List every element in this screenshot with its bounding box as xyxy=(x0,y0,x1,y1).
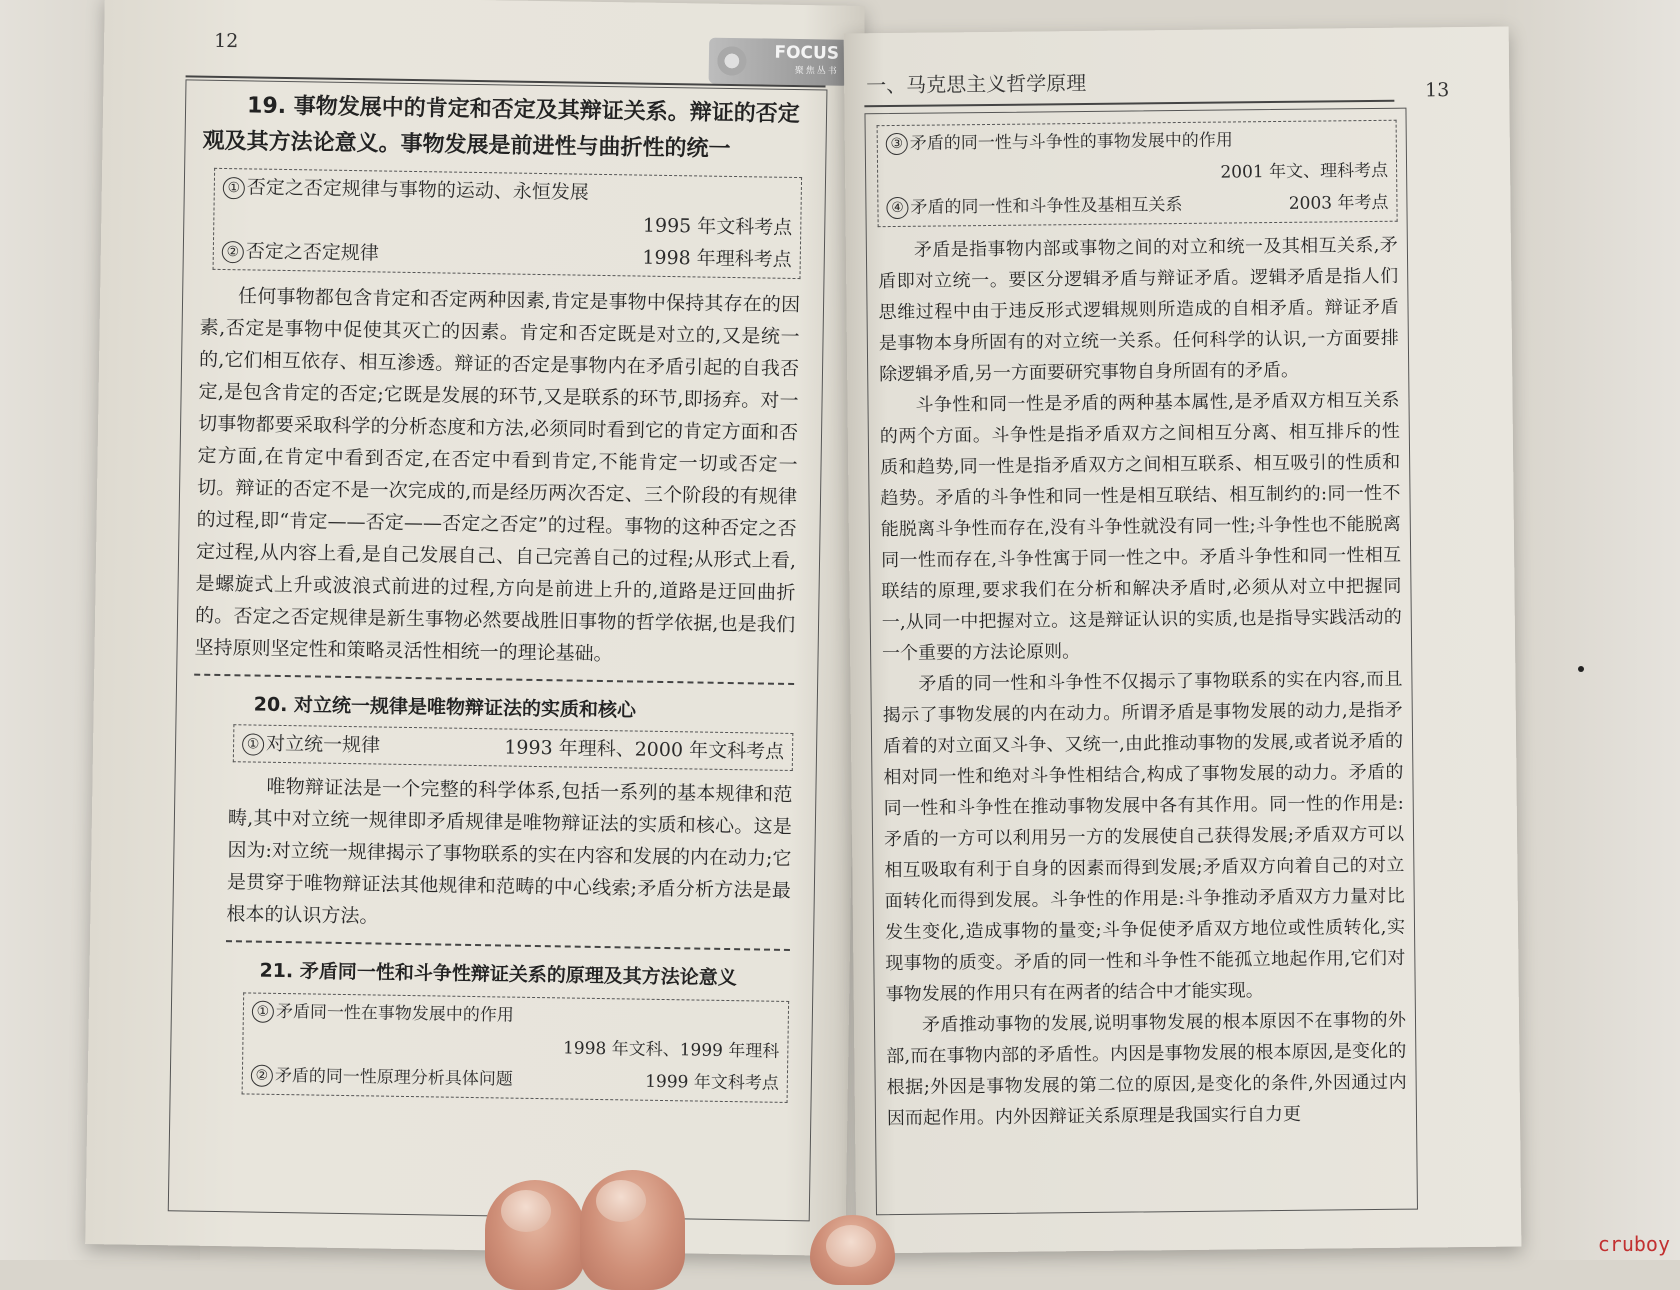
watermark: cruboy xyxy=(1597,1232,1670,1256)
right-paragraph-4: 矛盾推动事物的发展,说明事物发展的根本原因不在事物的外部,而在事物内部的矛盾性。内因是事物发展的根本原因,是变化的根据;外因是事物发展的第二位的原因,是变化的条件,外因通过内因而起作用。内外因辩证关系原理是我国实行自力更 xyxy=(886,1009,1407,1130)
finger xyxy=(580,1170,685,1290)
circle-number: ① xyxy=(242,733,264,755)
circle-number: ④ xyxy=(886,197,908,219)
section-20-title: 20. 对立统一规律是唯物辩证法的实质和核心 xyxy=(253,693,637,722)
exam-point xyxy=(886,187,1388,224)
exam-point-text: 矛盾同一性在事物发展中的作用 xyxy=(275,1001,515,1026)
finger xyxy=(485,1180,585,1290)
logo-text: FOCUS xyxy=(774,42,840,64)
table-surface-right xyxy=(1500,0,1680,1260)
circle-number: ② xyxy=(251,1065,273,1087)
dashed-divider xyxy=(226,940,790,951)
running-head: 一、马克思主义哲学原理 xyxy=(866,70,1087,98)
exam-point-text: 对立统一规律 xyxy=(265,732,381,757)
right-paragraph-3: 矛盾的同一性和斗争性不仅揭示了事物联系的实在内容,而且揭示了事物发展的内在动力。所谓矛盾是事物发展的动力,是指矛盾着的对立面又斗争、又统一,由此推动事物的发展,或者说矛盾的相对同一性和绝对斗争性相结合,构成了事物发展的动力。矛盾的同一性和斗争性在推动事物发展中各有其作用。同一性的作用是:矛盾的一方可以利用另一方的发展使自己获得发展;矛盾双方可以相互吸取有利于自身的因素而得到发展;矛盾双方向着自己的对立面转化而得到发展。斗争性的作用是:斗争推动矛盾双方力量对比发生变化,造成事物的量变;斗争促使矛盾双方地位或性质转化,实现事物的质变。矛盾的同一性和斗争性不能孤立地起作用,它们对事物发展的作用只有在两者的结合中才能实现。 xyxy=(882,668,1406,1006)
exam-point-note: 2001 年文、理科考点 xyxy=(1220,160,1389,183)
right-page xyxy=(844,27,1522,1254)
exam-point-note: 1999 年文科考点 xyxy=(645,1071,779,1094)
section-21-exam-box xyxy=(242,992,790,1103)
left-content xyxy=(188,88,804,1103)
exam-point-text: 矛盾的同一性和斗争性及基相互关系 xyxy=(910,194,1183,218)
right-content xyxy=(877,120,1408,1134)
section-19-exam-box xyxy=(213,168,803,279)
circle-number: ① xyxy=(252,1001,274,1023)
header-rule xyxy=(864,100,1394,108)
right-paragraph-1: 矛盾是指事物内部或事物之间的对立和统一及其相互关系,矛盾即对立统一。要区分逻辑矛盾与辩证矛盾。逻辑矛盾是指人们思维过程中由于违反形式逻辑规则所造成的自相矛盾。辩证矛盾是事物本身所固有的对立统一关系。任何科学的认识,一方面要排除逻辑矛盾,另一方面要研究事物自身所固有的矛盾。 xyxy=(878,234,1399,386)
exam-point-text: 否定之否定规律与事物的运动、永恒发展 xyxy=(246,176,589,204)
exam-point-text: 否定之否定规律 xyxy=(245,240,380,265)
left-page-number: 12 xyxy=(213,29,239,53)
left-page xyxy=(85,0,865,1256)
exam-point xyxy=(886,123,1388,160)
focus-logo xyxy=(709,38,850,86)
exam-point-text: 矛盾的同一性原理分析具体问题 xyxy=(274,1065,514,1090)
exam-point-note: 1998 年理科考点 xyxy=(642,246,792,271)
exam-point xyxy=(242,727,784,768)
exam-point-note: 1998 年文科、1999 年理科 xyxy=(562,1038,780,1062)
dashed-divider xyxy=(194,674,794,685)
circle-number: ② xyxy=(222,241,244,263)
right-exam-box xyxy=(877,120,1398,227)
section-19-paragraph: 任何事物都包含肯定和否定两种因素,肯定是事物中保持其存在的因素,否定是事物中促使其灭亡的因素。肯定和否定既是对立的,又是统一的,它们相互依存、相互渗透。辩证的否定是事物内在矛盾引起的自我否定,是包含肯定的否定;它既是发展的环节,又是联系的环节,即扬弃。对一切事物都要采取科学的分析态度和方法,必须同时看到它的肯定方面和否定方面,在肯定中看到否定,在否定中看到肯定,不能肯定一切或否定一切。辩证的否定不是一次完成的,而是经历两次否定、三个阶段的有规律的过程,即“肯定——否定——否定之否定”的过程。事物的这种否定之否定过程,从内容上看,是自己发展自己、自己完善自己的过程;从形式上看,是螺旋式上升或波浪式前进的过程,方向是前进上升的,道路是迂回曲折的。否定之否定规律是新生事物必然要战胜旧事物的哲学依据,也是我们坚持原则坚定性和策略灵活性相统一的理论基础。 xyxy=(194,285,801,666)
section-19-title: 19. 事物发展中的肯定和否定及其辩证关系。辩证的否定观及其方法论意义。事物发展是前进性与曲折性的统一 xyxy=(202,93,800,162)
section-20-paragraph: 唯物辩证法是一个完整的科学体系,包括一系列的基本规律和范畴,其中对立统一规律即矛盾规律是唯物辩证法的实质和核心。这是因为:对立统一规律揭示了事物联系的实在内容和发展的内在动力;它是贯穿于唯物辩证法其他规律和范畴的中心线索;矛盾分析方法是最根本的认识方法。 xyxy=(226,775,793,928)
logo-subtext: 聚焦丛书 xyxy=(794,65,839,77)
right-paragraph-2: 斗争性和同一性是矛盾的两种基本属性,是矛盾双方相互关系的两个方面。斗争性是指矛盾双方之间相互分离、相互排斥的性质和趋势,同一性是指矛盾双方之间相互联系、相互吸引的性质和趋势。矛盾的斗争性和同一性是相互联结、相互制约的:同一性不能脱离斗争性而存在,没有斗争性就没有同一性;斗争性也不能脱离同一性而存在,斗争性寓于同一性之中。矛盾斗争性和同一性相互联结的原理,要求我们在分析和解决矛盾时,必须从对立中把握同一,从同一中把握对立。这是辩证认识的实质,也是指导实践活动的一个重要的方法论原则。 xyxy=(879,389,1402,665)
circle-number: ③ xyxy=(886,133,908,155)
exam-point-note: 1995 年文科考点 xyxy=(642,214,793,239)
right-page-number: 13 xyxy=(1424,79,1450,102)
exam-point-note: 2003 年考点 xyxy=(1288,192,1389,214)
speck xyxy=(1578,666,1584,672)
exam-point-note: 1993 年理科、2000 年文科考点 xyxy=(504,736,785,763)
circle-number: ① xyxy=(223,177,245,199)
section-20-exam-box xyxy=(233,724,794,771)
section-21-title: 21. 矛盾同一性和斗争性辩证关系的原理及其方法论意义 xyxy=(259,959,737,990)
exam-point-text: 矛盾的同一性与斗争性的事物发展中的作用 xyxy=(909,130,1233,154)
